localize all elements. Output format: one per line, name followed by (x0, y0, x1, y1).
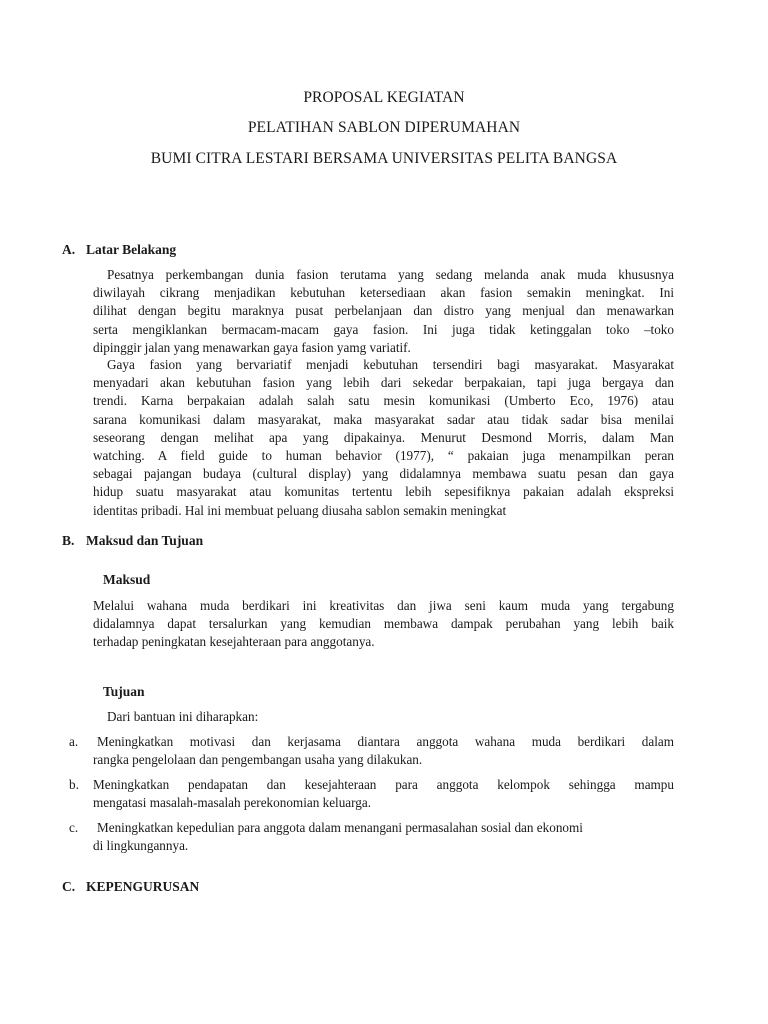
list-item (93, 776, 674, 812)
list-item (93, 819, 674, 855)
paragraph-line: dilihat dengan begitu maraknya pusat perbelanjaan dan distro yang menjual dan menawarkan (93, 303, 674, 319)
section-b-heading (62, 533, 203, 549)
section-c-heading (62, 879, 199, 895)
maksud-heading: Maksud (103, 572, 151, 587)
paragraph-line: diwilayah cikrang menjadikan kebutuhan ketersediaan akan fasion semakin meningkat. Ini (93, 285, 674, 301)
paragraph-line: Gaya fasion yang bervariatif menjadi kebutuhan tersendiri bagi masyarakat. Masyarakat (107, 357, 674, 372)
section-b-title: Maksud dan Tujuan (86, 533, 204, 548)
maksud-paragraph (93, 597, 674, 652)
list-item-line: Meningkatkan kepedulian para anggota dalam menangani permasalahan sosial dan ekonomi (97, 820, 583, 835)
tujuan-intro: Dari bantuan ini diharapkan: (107, 709, 259, 724)
paragraph-line: Melalui wahana muda berdikari ini kreativitas dan jiwa seni kaum muda yang tergabung (93, 598, 674, 613)
section-a-title: Latar Belakang (86, 242, 177, 257)
section-a-label: A. (62, 242, 76, 257)
section-a-heading (62, 242, 176, 258)
paragraph-line: watching. A field guide to human behavior (1977), “ pakaian juga menampilkan peran (93, 448, 674, 464)
list-item-line: Meningkatkan pendapatan dan kesejahteraan para anggota kelompok sehingga mampu (93, 777, 674, 792)
paragraph-line: trendi. Karna berpakaian adalah salah satu mesin komunikasi (Umberto Eco, 1976) atau (93, 393, 674, 409)
section-a-paragraph-2 (93, 356, 674, 520)
list-item-line: mengatasi masalah-masalah perekonomian keluarga. (93, 795, 372, 811)
paragraph-line: didalamnya dapat tersalurkan yang kemudian membawa dampak perubahan yang lebih baik (93, 616, 674, 632)
paragraph-line: sarana komunikasi dalam masyarakat, maka masyarakat sadar atau tidak sadar bisa menilai (93, 411, 674, 427)
section-b-label: B. (62, 533, 75, 548)
document-title-line-2: PELATIHAN SABLON DIPERUMAHAN (247, 119, 521, 136)
section-c-title: KEPENGURUSAN (86, 879, 200, 894)
section-c-label: C. (62, 879, 76, 894)
paragraph-line: serta mengiklankan bermacam-macam gaya fasion. Ini juga tidak ketinggalan toko –toko (93, 321, 674, 337)
paragraph-line: dipinggir jalan yang menawarkan gaya fasion yamg variatif. (93, 339, 411, 355)
paragraph-line: identitas pribadi. Hal ini membuat peluang diusaha sablon semakin meningkat (93, 502, 507, 518)
list-item-label: a. (69, 734, 79, 749)
paragraph-line: hidup suatu masyarakat atau komunitas tertentu lebih sepesifiknya pakaian adalah ekspreksi (93, 484, 674, 500)
paragraph-line: Pesatnya perkembangan dunia fasion terutama yang sedang melanda anak muda khususnya (107, 267, 674, 282)
paragraph-line: sebagai pajangan budaya (cultural display) yang didalamnya membawa suatu pesan dan gaya (93, 466, 674, 482)
section-a-paragraph-1 (93, 266, 674, 357)
list-item-line: Meningkatkan motivasi dan kerjasama diantara anggota wahana muda berdikari dalam (97, 734, 674, 749)
paragraph-line: terhadap peningkatan kesejahteraan para anggotanya. (93, 634, 375, 650)
paragraph-line: menyadari akan kebutuhan fasion yang lebih dari sekedar berpakaian, tapi juga bergaya dan (93, 375, 674, 391)
paragraph-line: seseorang dengan melihat apa yang dipakainya. Menurut Desmond Morris, dalam Man (93, 429, 674, 445)
list-item-line: rangka pengelolaan dan pengembangan usaha yang dilakukan. (93, 752, 423, 768)
document-title-line-1: PROPOSAL KEGIATAN (303, 89, 465, 106)
list-item-label: b. (69, 777, 79, 792)
list-item-line: di lingkungannya. (93, 838, 189, 854)
tujuan-heading: Tujuan (103, 684, 145, 699)
document-title-line-3: BUMI CITRA LESTARI BERSAMA UNIVERSITAS PELITA BANGSA (150, 150, 618, 167)
list-item-label: c. (69, 820, 79, 835)
list-item (93, 733, 674, 769)
